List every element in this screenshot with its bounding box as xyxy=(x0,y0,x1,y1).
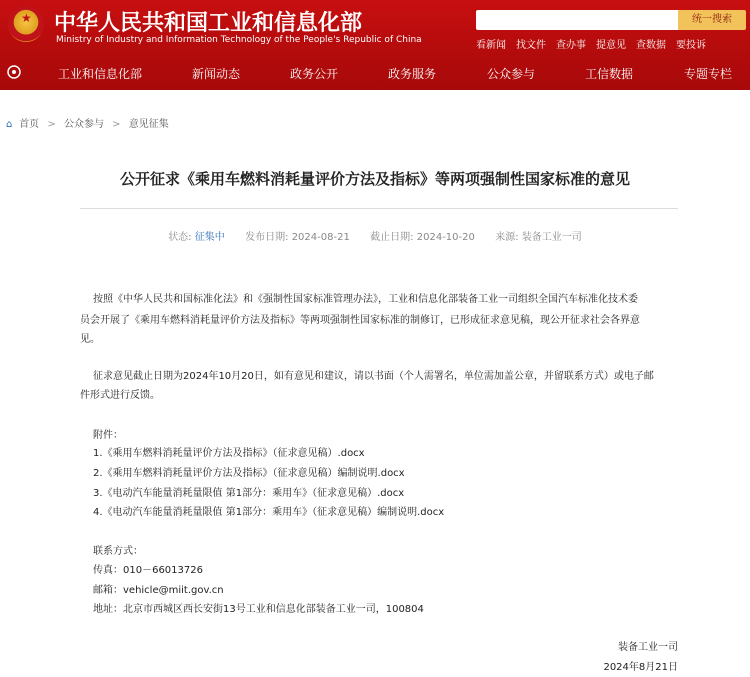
breadcrumb-public-participation[interactable]: 公众参与 xyxy=(63,119,104,130)
nav-item-topics[interactable]: 专题专栏 xyxy=(684,67,733,81)
breadcrumb-separator: > xyxy=(47,119,56,130)
attachments-label: 附件： xyxy=(93,430,123,441)
sign-date: 2024年8月21日 xyxy=(603,662,678,673)
contact-address: 地址：北京市西城区西长安街13号工业和信息化部装备工业一司，100804 xyxy=(93,604,424,615)
paragraph-line: 件形式进行反馈。 xyxy=(80,390,160,401)
breadcrumb-separator: > xyxy=(112,119,121,130)
search-button[interactable]: 统一搜索 xyxy=(678,10,746,30)
home-icon[interactable] xyxy=(6,64,22,80)
home-icon: ⌂ xyxy=(6,119,13,130)
publish-date-label: 发布日期: xyxy=(245,232,289,243)
breadcrumb-home[interactable]: 首页 xyxy=(19,119,40,130)
star-icon: ★ xyxy=(21,11,32,25)
site-subtitle: Ministry of Industry and Information Technology of the People's Republic of China xyxy=(56,35,422,45)
status-value: 征集中 xyxy=(194,232,225,243)
paragraph-line: 员会开展了《乘用车燃料消耗量评价方法及指标》等两项强制性国家标准的制修订，已形成征求意见稿，现公开征求社会各界意 xyxy=(80,315,640,326)
quick-links xyxy=(476,36,706,51)
quick-link-feedback[interactable]: 提意见 xyxy=(596,40,626,51)
status-label: 状态: xyxy=(168,232,192,243)
source-label: 来源: xyxy=(495,232,519,243)
nav-item-gov-affairs[interactable]: 政务公开 xyxy=(290,67,339,81)
nav-item-gov-services[interactable]: 政务服务 xyxy=(388,67,437,81)
article-title: 公开征求《乘用车燃料消耗量评价方法及指标》等两项强制性国家标准的意见 xyxy=(119,170,630,188)
nav-item-ministry[interactable]: 工业和信息化部 xyxy=(58,67,143,81)
breadcrumb xyxy=(6,115,169,130)
nav-item-public-participation[interactable]: 公众参与 xyxy=(487,67,536,81)
attachment-link[interactable]: 1.《乘用车燃料消耗量评价方法及指标》（征求意见稿）.docx xyxy=(93,448,365,459)
source-value: 装备工业一司 xyxy=(521,232,582,243)
attachment-link[interactable]: 3.《电动汽车能量消耗量限值 第1部分：乘用车》（征求意见稿）.docx xyxy=(93,488,405,499)
quick-link-files[interactable]: 找文件 xyxy=(516,40,546,51)
main-nav xyxy=(0,56,750,90)
publish-date-value: 2024-08-21 xyxy=(291,232,350,243)
paragraph-line: 见。 xyxy=(80,334,100,345)
divider xyxy=(80,208,678,209)
site-title[interactable]: 中华人民共和国工业和信息化部 xyxy=(54,11,363,36)
attachment-link[interactable]: 2.《乘用车燃料消耗量评价方法及指标》（征求意见稿）编制说明.docx xyxy=(93,468,405,479)
attachment-link[interactable]: 4.《电动汽车能量消耗量限值 第1部分：乘用车》（征求意见稿）编制说明.docx xyxy=(93,507,445,518)
quick-link-news[interactable]: 看新闻 xyxy=(476,40,506,51)
quick-link-services[interactable]: 查办事 xyxy=(556,40,586,51)
quick-link-complaint[interactable]: 要投诉 xyxy=(676,40,706,51)
article-meta xyxy=(0,228,750,243)
search-input[interactable] xyxy=(476,10,678,30)
nav-item-news[interactable]: 新闻动态 xyxy=(192,67,241,81)
contact-email[interactable]: 邮箱：vehicle@miit.gov.cn xyxy=(93,585,224,596)
contact-label: 联系方式： xyxy=(93,546,143,557)
breadcrumb-opinion-collection[interactable]: 意见征集 xyxy=(128,119,169,130)
national-emblem-logo[interactable] xyxy=(8,6,44,42)
site-header xyxy=(0,0,750,90)
nav-item-data[interactable]: 工信数据 xyxy=(585,67,634,81)
paragraph-line: 按照《中华人民共和国标准化法》和《强制性国家标准管理办法》，工业和信息化部装备工业一司组织全国汽车标准化技术委 xyxy=(93,294,638,305)
deadline-label: 截止日期: xyxy=(370,232,414,243)
contact-fax: 传真：010－66013726 xyxy=(93,565,203,576)
paragraph-line: 征求意见截止日期为2024年10月20日，如有意见和建议，请以书面（个人需署名，单位需加盖公章，并留联系方式）或电子邮 xyxy=(93,371,654,382)
deadline-value: 2024-10-20 xyxy=(416,232,475,243)
signature: 装备工业一司 xyxy=(618,642,678,653)
quick-link-data[interactable]: 查数据 xyxy=(636,40,666,51)
